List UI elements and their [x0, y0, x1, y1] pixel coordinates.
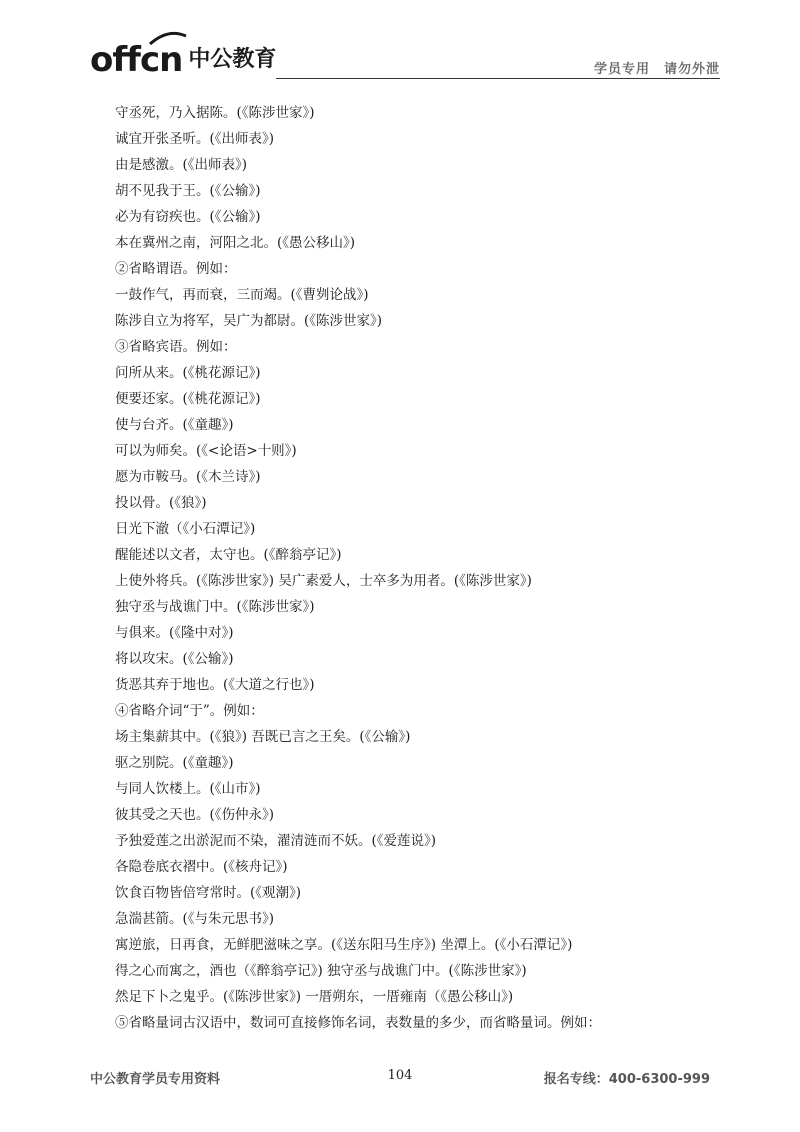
text-line: 醒能述以文者，太守也。(《醉翁亭记》) [115, 547, 342, 563]
offcn-logo [90, 38, 276, 78]
text-line: 诚宜开张圣听。(《出师表》) [115, 131, 275, 147]
text-line: 便要还家。(《桃花源记》) [115, 391, 261, 407]
header-tag-left: 学员专用 [593, 62, 650, 77]
header-rule [276, 78, 720, 79]
page-footer [90, 1068, 710, 1092]
text-line: 然足下卜之鬼乎。(《陈涉世家》) 一厝朔东，一厝雍南（《愚公移山》) [115, 989, 514, 1005]
text-line: 胡不见我于王。(《公输》) [115, 183, 261, 199]
document-body [115, 100, 715, 1036]
text-line: ②省略谓语。例如： [115, 261, 237, 277]
text-line: 上使外将兵。(《陈涉世家》) 吴广素爱人，士卒多为用者。(《陈涉世家》) [115, 573, 532, 589]
text-line: ④省略介词“于”。例如： [115, 703, 264, 719]
text-line: 饮食百物皆倍穹常时。(《观潮》) [115, 885, 302, 901]
header-tag-right: 请勿外泄 [663, 62, 720, 77]
text-line: 投以骨。(《狼》) [115, 495, 207, 511]
text-line: 陈涉自立为将军，吴广为都尉。(《陈涉世家》) [115, 313, 383, 329]
text-line: 与俱来。(《隆中对》) [115, 625, 234, 641]
text-line: 寓逆旅，日再食，无鲜肥滋味之享。(《送东阳马生序》) 坐潭上。(《小石潭记》) [115, 937, 573, 953]
text-line: 予独爱莲之出淤泥而不染，濯清涟而不妖。(《爱莲说》) [115, 833, 437, 849]
page-header [90, 34, 720, 82]
text-line: 必为有窃疾也。(《公输》) [115, 209, 261, 225]
header-tag [594, 58, 720, 77]
text-line: ③省略宾语。例如： [115, 339, 237, 355]
footer-label: 中公教育学员专用资料 [90, 1072, 221, 1087]
logo-chinese-name: 中公教育 [188, 47, 277, 72]
text-line: 与同人饮楼上。(《山市》) [115, 781, 261, 797]
text-line: 日光下澈（《小石潭记》) [115, 521, 256, 537]
text-line: 一鼓作气，再而衰，三而竭。(《曹刿论战》) [115, 287, 369, 303]
text-line: 货恶其弃于地也。(《大道之行也》) [115, 677, 315, 693]
text-line: 急湍甚箭。(《与朱元思书》) [115, 911, 275, 927]
logo-swoosh-icon [148, 30, 188, 46]
text-line: 得之心而寓之，酒也（《醉翁亭记》) 独守丞与战谯门中。(《陈涉世家》) [115, 963, 527, 979]
text-line: 由是感激。(《出师表》) [115, 157, 248, 173]
text-line: 彼其受之天也。(《伤仲永》) [115, 807, 275, 823]
text-line: 可以为师矣。(《<论语>十则》) [115, 443, 297, 459]
text-line: 问所从来。(《桃花源记》) [115, 365, 261, 381]
text-line: 守丞死，乃入据陈。(《陈涉世家》) [115, 105, 315, 121]
text-line: 使与台齐。(《童趣》) [115, 417, 234, 433]
text-line: 独守丞与战谯门中。(《陈涉世家》) [115, 599, 315, 615]
text-line: 驱之别院。(《童趣》) [115, 755, 234, 771]
text-line: 场主集薪其中。(《狼》) 吾既已言之王矣。(《公输》) [115, 729, 411, 745]
hotline: 报名专线：400-6300-999 [543, 1072, 710, 1087]
text-line: ⑤省略量词古汉语中，数词可直接修饰名词，表数量的多少，而省略量词。例如： [115, 1015, 601, 1031]
logo-wordmark: offcn [90, 40, 183, 80]
text-line: 愿为市鞍马。(《木兰诗》) [115, 469, 261, 485]
text-line: 将以攻宋。(《公输》) [115, 651, 234, 667]
text-line: 本在冀州之南，河阳之北。(《愚公移山》) [115, 235, 356, 251]
page-number: 104 [387, 1068, 413, 1083]
text-line: 各隐卷底衣褶中。(《核舟记》) [115, 859, 288, 875]
